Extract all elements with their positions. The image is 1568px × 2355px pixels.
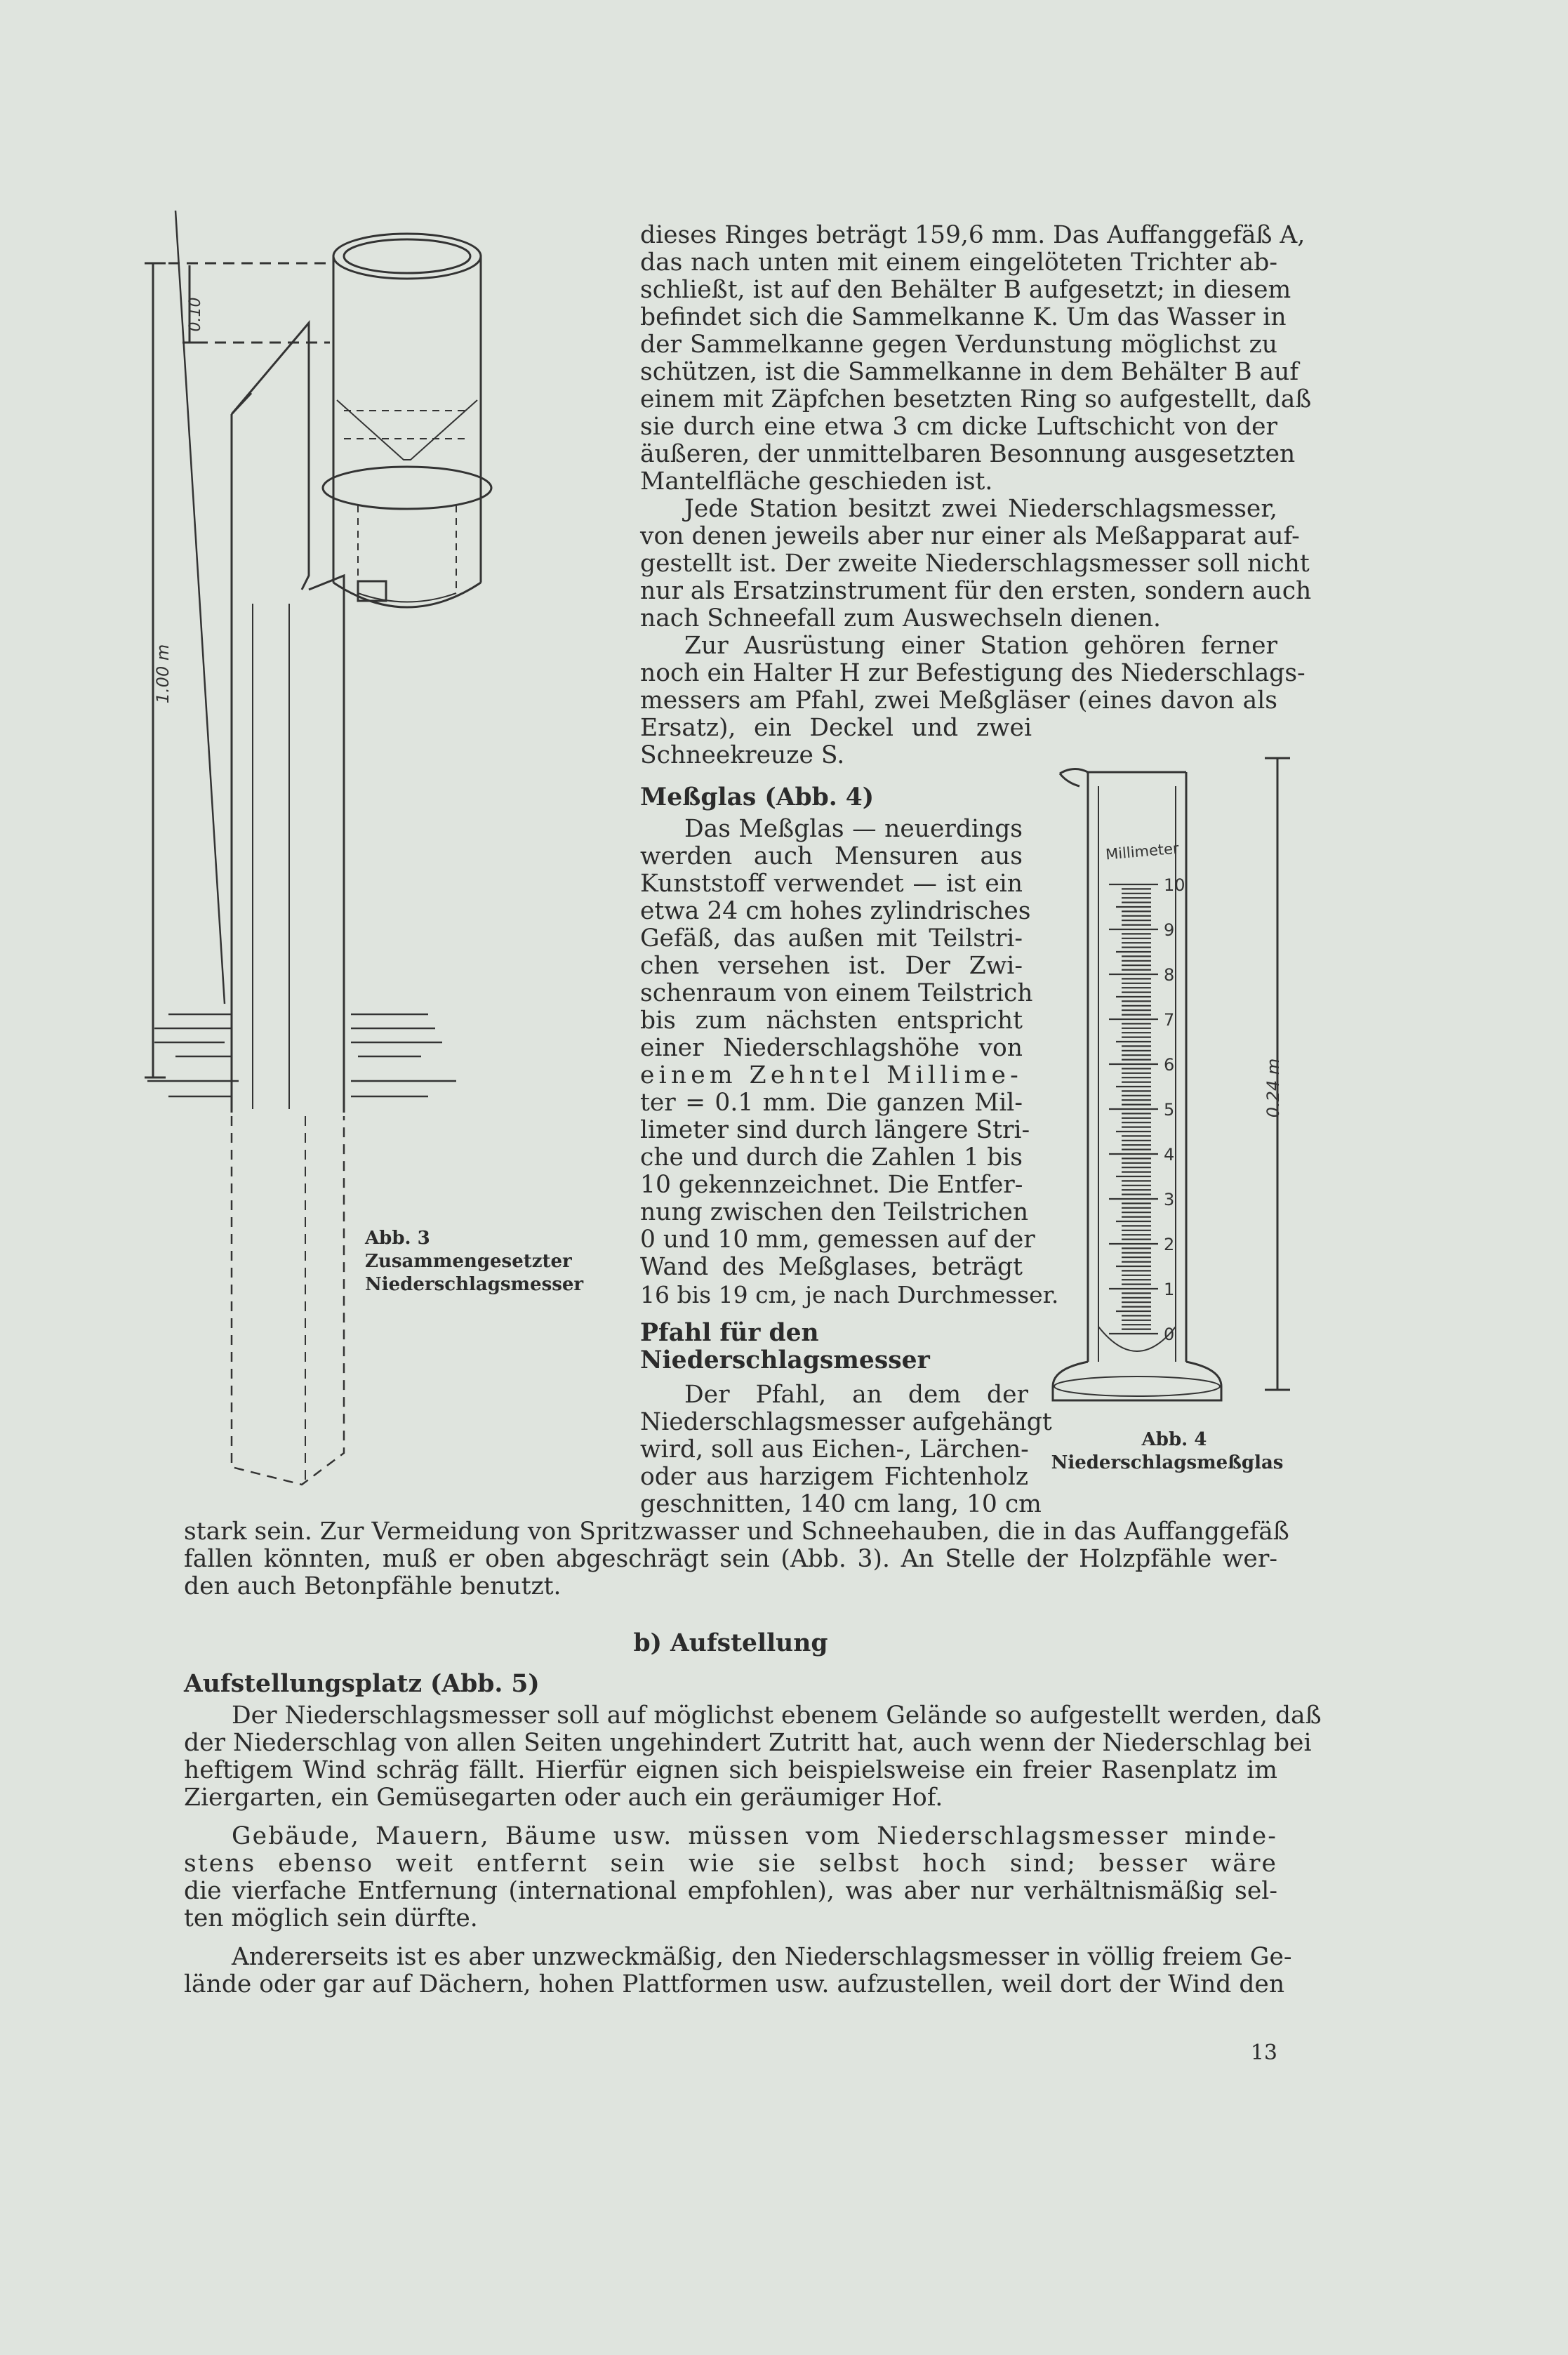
body-line: wird, soll aus Eichen-, Lärchen- [640, 1435, 1029, 1464]
body-line: limeter sind durch längere Stri- [640, 1116, 1030, 1144]
body-line: befindet sich die Sammelkanne K. Um das Wasser in [640, 303, 1287, 331]
body-line: Mantelfläche geschieden ist. [640, 467, 993, 496]
body-line: nung zwischen den Teilstrichen [640, 1198, 1029, 1226]
fig3-dim-height: 1.00 m [153, 644, 173, 704]
scale-number: 8 [1164, 965, 1175, 985]
body-line: Der Niederschlagsmesser soll auf möglichst ebenem Gelände so aufgestellt werden, daß [232, 1701, 1322, 1730]
body-line: werden auch Mensuren aus [640, 842, 1023, 870]
figure-measuring-glass-illustration [1046, 744, 1298, 1439]
body-line: Der Pfahl, an dem der [684, 1381, 1028, 1409]
body-line: heftigem Wind schräg fällt. Hierfür eignen sich beispielsweise ein freier Rasenplatz im [184, 1756, 1277, 1784]
body-line: der Niederschlag von allen Seiten ungehindert Zutritt hat, auch wenn der Niederschlag bei [184, 1729, 1312, 1757]
body-line: stens ebenso weit entfernt sein wie sie selbst hoch sind; besser wäre [184, 1850, 1277, 1878]
scale-number: 5 [1164, 1100, 1175, 1120]
body-line: 10 gekennzeichnet. Die Entfer- [640, 1171, 1023, 1199]
body-line: von denen jeweils aber nur einer als Meßapparat auf- [640, 522, 1300, 550]
body-line: das nach unten mit einem eingelöteten Trichter ab- [640, 248, 1277, 277]
fig3-caption-line2: Niederschlagsmesser [365, 1274, 584, 1295]
body-line: dieses Ringes beträgt 159,6 mm. Das Auffanggefäß A, [640, 221, 1305, 249]
body-line: Kunststoff verwendet — ist ein [640, 870, 1023, 898]
body-line: schenraum von einem Teilstrich [640, 979, 1033, 1007]
body-line: Gefäß, das außen mit Teilstri- [640, 924, 1023, 953]
figure-rain-gauge-illustration [126, 211, 519, 1502]
body-line: die vierfache Entfernung (international empfohlen), was aber nur verhältnismäßig sel- [184, 1877, 1277, 1905]
fig4-caption-title: Niederschlagsmeßglas [1051, 1452, 1284, 1473]
body-line: schließt, ist auf den Behälter B aufgesetzt; in diesem [640, 276, 1291, 304]
scale-number: 2 [1164, 1235, 1175, 1254]
body-line: äußeren, der unmittelbaren Besonnung ausgesetzten [640, 440, 1296, 468]
fig4-caption-label: Abb. 4 [1141, 1429, 1207, 1450]
body-line: 0 und 10 mm, gemessen auf der [640, 1226, 1035, 1254]
scale-number: 0 [1164, 1325, 1175, 1344]
aufstellung-heading: Aufstellungsplatz (Abb. 5) [184, 1670, 540, 1698]
page-number: 13 [1250, 2041, 1277, 2065]
scale-number: 1 [1164, 1280, 1175, 1299]
body-line: 16 bis 19 cm, je nach Durchmesser. [640, 1281, 1059, 1308]
body-line: bis zum nächsten entspricht [640, 1007, 1023, 1035]
fig4-caption [1051, 1428, 1290, 1475]
body-line: fallen könnten, muß er oben abgeschrägt sein (Abb. 3). An Stelle der Holzpfähle wer- [184, 1545, 1277, 1573]
body-line: der Sammelkanne gegen Verdunstung möglichst zu [640, 331, 1277, 359]
body-line: chen versehen ist. Der Zwi- [640, 952, 1023, 980]
body-line: noch ein Halter H zur Befestigung des Niederschlags- [640, 659, 1305, 687]
pfahl-heading-line1: Pfahl für den [640, 1319, 819, 1347]
scale-number: 6 [1164, 1055, 1175, 1075]
body-line: sie durch eine etwa 3 cm dicke Luftschicht von der [640, 413, 1277, 441]
body-line: nur als Ersatzinstrument für den ersten, sondern auch [640, 577, 1312, 605]
body-line: einer Niederschlagshöhe von [640, 1034, 1023, 1062]
body-line: Andererseits ist es aber unzweckmäßig, den Niederschlagsmesser in völlig freiem Ge- [232, 1943, 1292, 1971]
scale-number: 3 [1164, 1190, 1175, 1209]
body-line: einem Zehntel Millime- [640, 1061, 1023, 1089]
fig4-dim-height: 0.24 m [1263, 1058, 1283, 1118]
fig3-dim-top: 0.10 [187, 297, 204, 332]
body-line: Wand des Meßglases, beträgt [640, 1253, 1023, 1281]
body-line: Ersatz), ein Deckel und zwei [640, 714, 1032, 742]
body-line: ter = 0.1 mm. Die ganzen Mil- [640, 1089, 1023, 1117]
body-line: etwa 24 cm hohes zylindrisches [640, 897, 1031, 925]
body-line: Zur Ausrüstung einer Station gehören ferner [684, 632, 1277, 660]
body-line: Schneekreuze S. [640, 741, 845, 769]
body-line: ten möglich sein dürfte. [184, 1904, 478, 1932]
body-line: lände oder gar auf Dächern, hohen Plattformen usw. aufzustellen, weil dort der Wind den [184, 1970, 1285, 1998]
body-line: Niederschlagsmesser aufgehängt [640, 1408, 1052, 1436]
body-line: schützen, ist die Sammelkanne in dem Behälter B auf [640, 358, 1299, 386]
body-line: oder aus harzigem Fichtenholz [640, 1463, 1028, 1491]
scale-number: 9 [1164, 920, 1175, 940]
body-line: gestellt ist. Der zweite Niederschlagsmesser soll nicht [640, 550, 1310, 578]
body-line: Gebäude, Mauern, Bäume usw. müssen vom Niederschlagsmesser minde- [232, 1822, 1277, 1850]
fig4-scale-label: Millimeter [1105, 840, 1180, 863]
body-line: Das Meßglas — neuerdings [684, 815, 1023, 843]
fig3-caption-label: Abb. 3 [365, 1228, 430, 1249]
body-line: stark sein. Zur Vermeidung von Spritzwasser und Schneehauben, die in das Auffanggefäß [184, 1518, 1289, 1546]
scale-number: 10 [1164, 875, 1185, 895]
fig3-caption-line1: Zusammengesetzter [365, 1251, 572, 1272]
pfahl-heading-line2: Niederschlagsmesser [640, 1346, 930, 1374]
body-line: che und durch die Zahlen 1 bis [640, 1143, 1023, 1172]
body-line: messers am Pfahl, zwei Meßgläser (eines davon als [640, 686, 1277, 715]
body-line: Ziergarten, ein Gemüsegarten oder auch ein geräumiger Hof. [184, 1784, 943, 1812]
body-line: Jede Station besitzt zwei Niederschlagsmesser, [684, 495, 1277, 523]
body-line: einem mit Zäpfchen besetzten Ring so aufgestellt, daß [640, 385, 1312, 413]
messglas-heading: Meßglas (Abb. 4) [640, 783, 875, 811]
body-line: nach Schneefall zum Auswechseln dienen. [640, 604, 1162, 632]
scale-number: 4 [1164, 1145, 1175, 1165]
body-line: geschnitten, 140 cm lang, 10 cm [640, 1490, 1042, 1518]
fig3-caption [365, 1227, 583, 1296]
section-heading-aufstellung: b) Aufstellung [633, 1629, 828, 1657]
body-line: den auch Betonpfähle benutzt. [184, 1572, 562, 1600]
scale-number: 7 [1164, 1010, 1175, 1030]
